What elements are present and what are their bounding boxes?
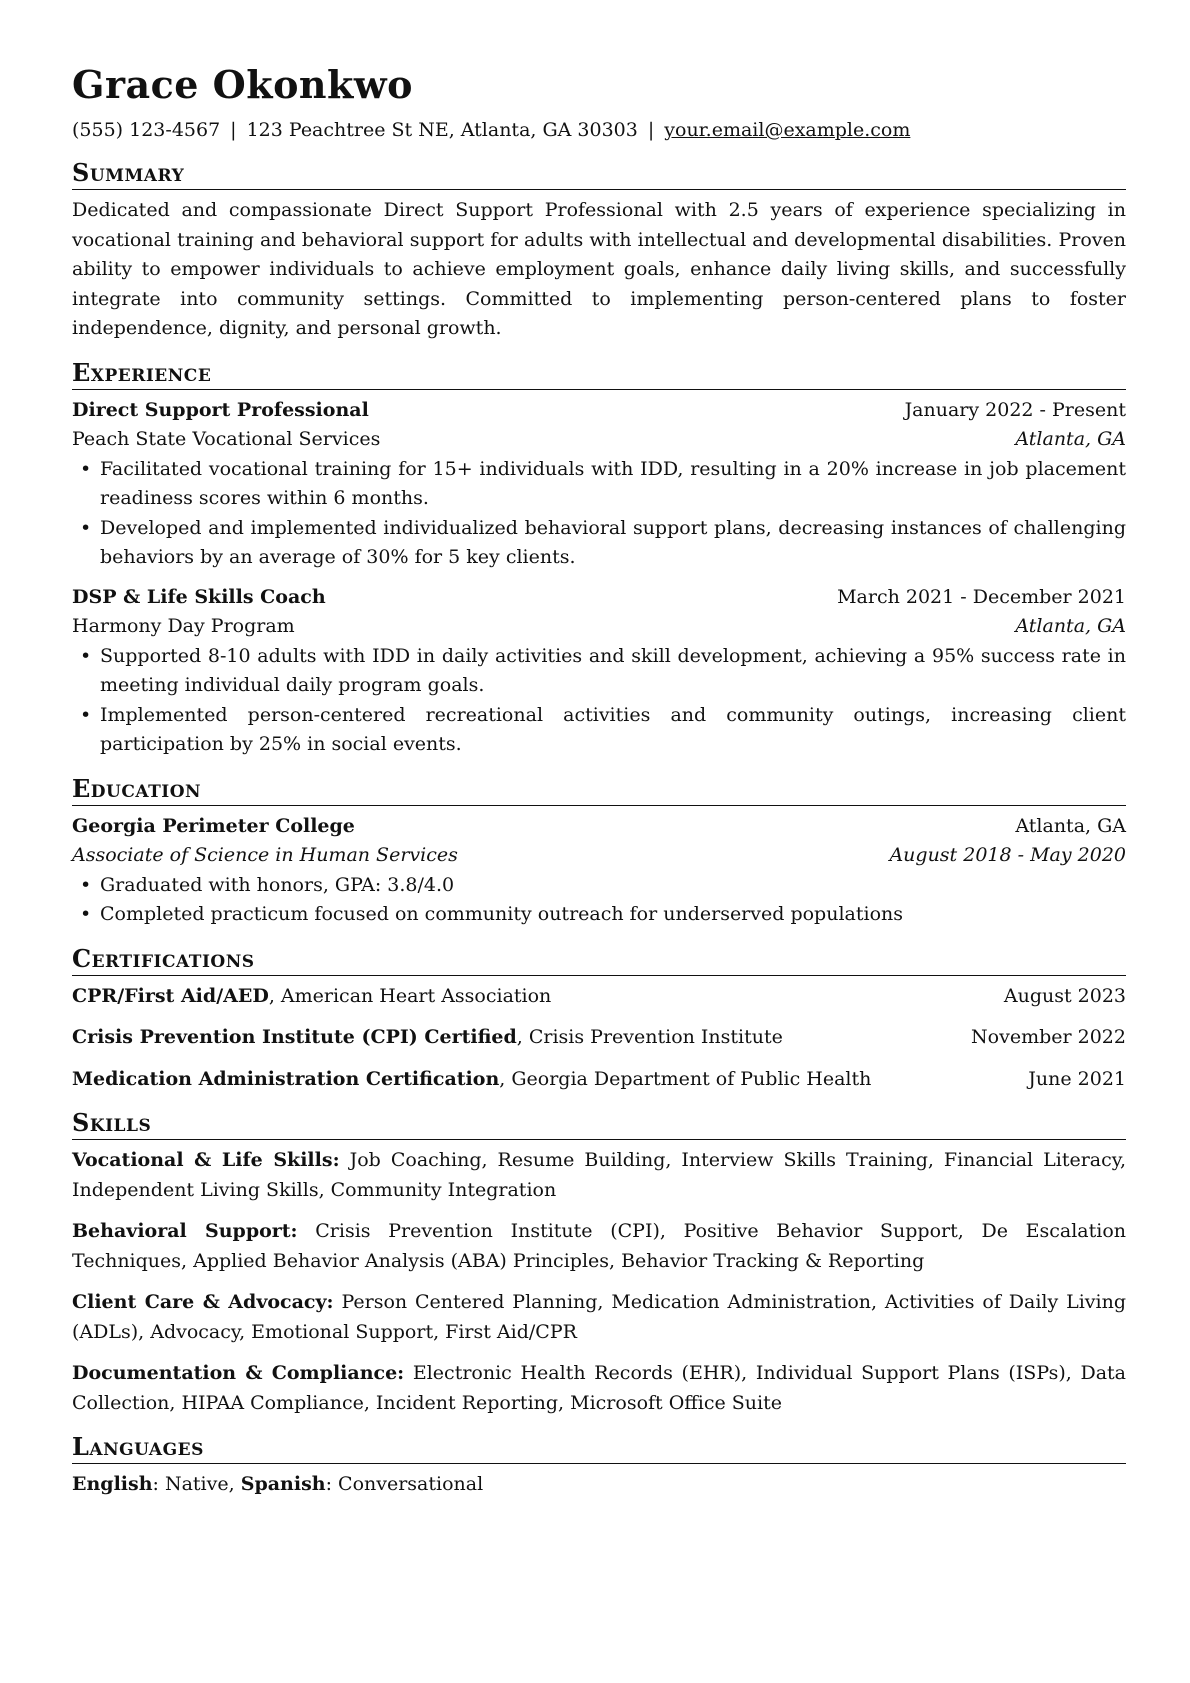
education-degree-row — [72, 841, 1126, 871]
certification-list — [72, 982, 1126, 1095]
certification-date: November 2022 — [971, 1026, 1126, 1048]
skill-group-label: Behavioral Support: — [72, 1220, 298, 1242]
skill-group-text: Person Centered Planning, Medication Administration, Activities of Daily Living (ADLs), Advocacy, Emotional Support, First Aid/CPR — [72, 1291, 1127, 1343]
contact-line — [72, 116, 1126, 144]
skill-group — [72, 1217, 1126, 1276]
skill-group-label: Vocational & Life Skills: — [72, 1149, 340, 1171]
languages-line — [72, 1470, 1126, 1500]
candidate-name: Grace Okonkwo — [72, 62, 413, 107]
job-location: Atlanta, GA — [1015, 428, 1126, 450]
job-org-row — [72, 425, 1126, 455]
summary-section — [72, 158, 1126, 344]
section-title-certifications: Certifications — [72, 944, 1126, 976]
language-join: , — [228, 1473, 241, 1495]
job-org: Harmony Day Program — [72, 615, 295, 637]
certification-date: August 2023 — [1003, 984, 1126, 1007]
job-org: Peach State Vocational Services — [72, 428, 381, 450]
certification-label — [72, 1065, 871, 1095]
job-header-row — [72, 396, 1126, 426]
list-item: • Developed and implemented individualized behavioral support plans, decreasing instances of challenging behaviors by an average of 30% for 5 key clients. — [72, 514, 1126, 573]
summary-text: Dedicated and compassionate Direct Support Professional with 2.5 years of experience specializing in vocational training and behavioral support for adults with intellectual and developmental disabilities. Proven ability to empower individuals to achieve employment goals, enhance daily living skills, and successfully integrate into community settings. Committed to implementing person-centered plans to foster independence, dignity, and personal growth. — [72, 199, 1126, 339]
list-item: • Completed practicum focused on community outreach for underserved populations — [72, 900, 1126, 930]
job-bullets — [72, 455, 1126, 573]
certifications-section — [72, 944, 1126, 1095]
job-bullets — [72, 642, 1126, 760]
job-dates: March 2021 - December 2021 — [837, 585, 1126, 608]
skill-group-label: Client Care & Advocacy: — [72, 1291, 334, 1313]
language-name: Spanish — [240, 1473, 326, 1495]
certification-issuer: , Georgia Department of Public Health — [499, 1067, 872, 1090]
section-title-skills: Skills — [72, 1108, 1126, 1140]
list-item: • Supported 8-10 adults with IDD in daily activities and skill development, achieving a 95% success rate in meeting individual daily program goals. — [72, 642, 1126, 701]
list-item: • Graduated with honors, GPA: 3.8/4.0 — [72, 871, 1126, 901]
certification-label — [72, 982, 551, 1012]
education-dates: August 2018 - May 2020 — [889, 844, 1126, 866]
certification-item — [72, 1023, 1126, 1053]
skill-group — [72, 1146, 1126, 1205]
phone: (555) 123-4567 — [72, 119, 221, 141]
section-title-languages: Languages — [72, 1432, 1126, 1464]
certification-name: CPR/First Aid/AED — [72, 984, 269, 1007]
education-section — [72, 774, 1126, 930]
skill-groups — [72, 1146, 1126, 1418]
skill-group — [72, 1288, 1126, 1347]
education-header-row — [72, 812, 1126, 842]
certification-issuer: , Crisis Prevention Institute — [516, 1026, 783, 1048]
list-item: • Facilitated vocational training for 15+ individuals with IDD, resulting in a 20% increase in job placement readiness scores within 6 months. — [72, 455, 1126, 514]
list-item: • Implemented person-centered recreational activities and community outings, increasing client participation by 25% in social events. — [72, 701, 1126, 760]
section-title-experience: Experience — [72, 358, 1126, 390]
email-link[interactable]: your.email@example.com — [664, 119, 911, 141]
language-level: : Conversational — [325, 1473, 484, 1495]
skills-section — [72, 1108, 1126, 1418]
address: 123 Peachtree St NE, Atlanta, GA 30303 — [246, 119, 638, 141]
languages-section — [72, 1432, 1126, 1500]
skill-group-label: Documentation & Compliance: — [72, 1362, 405, 1384]
job-dates: January 2022 - Present — [904, 398, 1126, 421]
certification-issuer: , American Heart Association — [268, 984, 552, 1007]
job-location: Atlanta, GA — [1015, 615, 1126, 637]
job-entry — [72, 583, 1126, 760]
contact-separator: | — [230, 119, 237, 141]
job-role: DSP & Life Skills Coach — [72, 585, 326, 608]
section-title-education: Education — [72, 774, 1126, 806]
section-title-summary: Summary — [72, 158, 1126, 190]
degree: Associate of Science in Human Services — [72, 844, 458, 866]
job-role: Direct Support Professional — [72, 398, 369, 421]
certification-item — [72, 982, 1126, 1012]
certification-label — [72, 1023, 783, 1053]
experience-section — [72, 358, 1126, 760]
certification-name: Medication Administration Certification — [72, 1067, 500, 1090]
job-org-row — [72, 612, 1126, 642]
certification-item — [72, 1065, 1126, 1095]
school-location: Atlanta, GA — [1015, 814, 1126, 837]
skill-group-text: Electronic Health Records (EHR), Individual Support Plans (ISPs), Data Collection, HIPAA Compliance, Incident Reporting, Microsoft Office Suite — [72, 1362, 1126, 1414]
job-header-row — [72, 583, 1126, 613]
education-bullets — [72, 871, 1126, 930]
contact-separator: | — [647, 119, 655, 141]
language-name: English — [72, 1473, 153, 1495]
job-entry — [72, 396, 1126, 573]
certification-name: Crisis Prevention Institute (CPI) Certified — [72, 1026, 517, 1048]
language-level: : Native — [152, 1473, 229, 1495]
skill-group — [72, 1359, 1126, 1418]
school-name: Georgia Perimeter College — [72, 814, 355, 837]
skill-group-text: Crisis Prevention Institute (CPI), Positive Behavior Support, De Escalation Techniques, Applied Behavior Analysis (ABA) Principles, Behavior Tracking & Reporting — [72, 1220, 1126, 1272]
certification-date: June 2021 — [1028, 1067, 1126, 1090]
skill-group-text: Job Coaching, Resume Building, Interview Skills Training, Financial Literacy, Independent Living Skills, Community Integration — [72, 1149, 1126, 1201]
